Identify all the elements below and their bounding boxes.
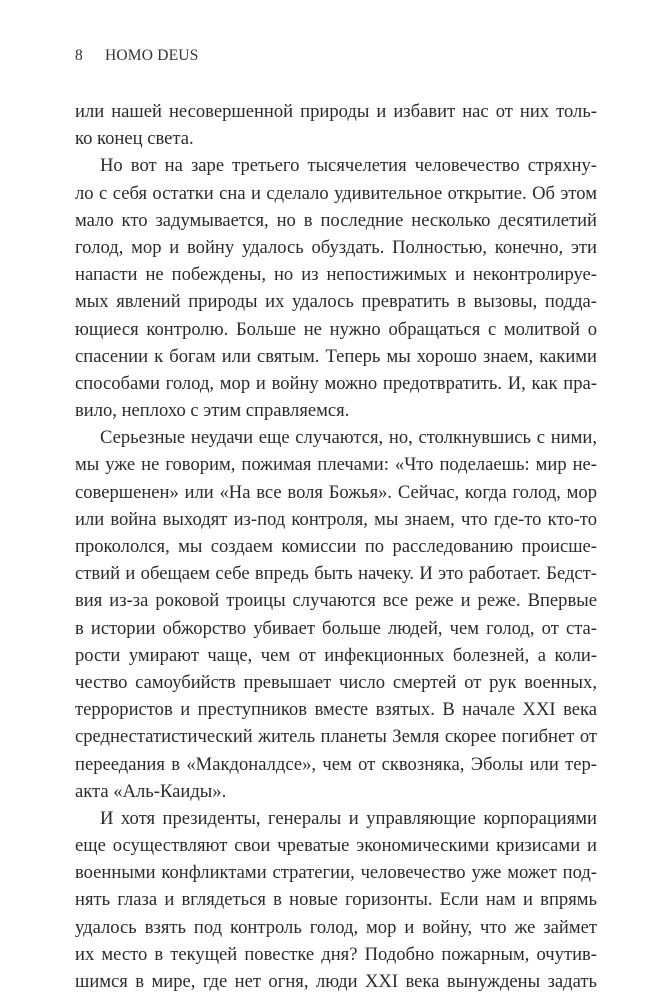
text-line: шимся в мире, где нет огня, люди XXI века вынуждены задать [75,971,597,992]
text-line: в истории обжорство убивает больше людей, чем голод, от ста- [75,617,597,639]
text-line: ло с себя остатки сна и сделало удивительное открытие. Об этом [75,182,597,204]
text-line: или война выходят из-под контроля, мы знаем, что где-то кто-то [75,508,597,530]
text-line: ствий и обещаем себе впредь быть начеку. И это работает. Бедст- [75,563,597,585]
text-line: вия из-за роковой троицы случаются все реже и реже. Впервые [75,590,597,612]
text-line: спасении к богам или святым. Теперь мы хорошо знаем, какими [75,345,597,367]
running-header [75,47,199,65]
text-line: их место в текущей повестке дня? Подобно пожарным, очутив- [75,943,597,965]
text-line: Но вот на заре третьего тысячелетия человечество стряхну- [100,155,597,177]
text-line: И хотя президенты, генералы и управляющие корпорациями [100,807,597,829]
text-line: переедания в «Макдоналдсе», чем от сквозняка, Эболы или тер- [75,753,597,775]
text-line: ко конец света. [75,128,194,150]
text-line: мало кто задумывается, но в последние несколько десятилетий [75,209,597,231]
body-text [75,98,597,995]
text-line: удалось взять под контроль голод, мор и войну, что же займет [75,916,597,938]
text-line: Серьезные неудачи еще случаются, но, столкнувшись с ними, [100,427,597,449]
text-line: нять глаза и вглядеться в новые горизонты. Если нам и впрямь [75,889,597,911]
text-line: совершенен» или «На все воля Божья». Сейчас, когда голод, мор [75,481,597,503]
text-line: вило, неплохо с этим справляемся. [75,400,350,422]
text-line: голод, мор и войну удалось обуздать. Полностью, конечно, эти [75,236,597,258]
text-line: напасти не побеждены, но из непостижимых и неконтролируе- [75,264,597,286]
text-line: террористов и преступников вместе взятых. В начале XXI века [75,699,597,721]
text-line: рости умирают чаще, чем от инфекционных болезней, а коли- [75,644,597,666]
running-title: HOMO DEUS [105,47,199,64]
page-number: 8 [75,47,83,64]
text-line: ющиеся контролю. Больше не нужно обращаться с молитвой о [75,318,597,340]
text-line: еще осуществляют свои чреватые экономическими кризисами и [75,835,597,857]
text-line: мы уже не говорим, пожимая плечами: «Что поделаешь: мир не- [75,454,597,476]
text-line: способами голод, мор и войну можно предотвратить. И, как пра- [75,372,597,394]
text-line: мых явлений природы их удалось превратить в вызовы, подда- [75,291,597,313]
text-line: военными конфликтами стратегии, человечество уже может под- [75,862,597,884]
text-line: прокололся, мы создаем комиссии по расследованию происше- [75,536,597,557]
text-line: чество самоубийств превышает число смертей от рук военных, [75,671,597,693]
text-line: акта «Аль-Каиды». [75,780,227,802]
text-line: среднестатистический житель планеты Земля скорее погибнет от [75,726,597,748]
text-line: или нашей несовершенной природы и избавит нас от них толь- [75,101,597,122]
